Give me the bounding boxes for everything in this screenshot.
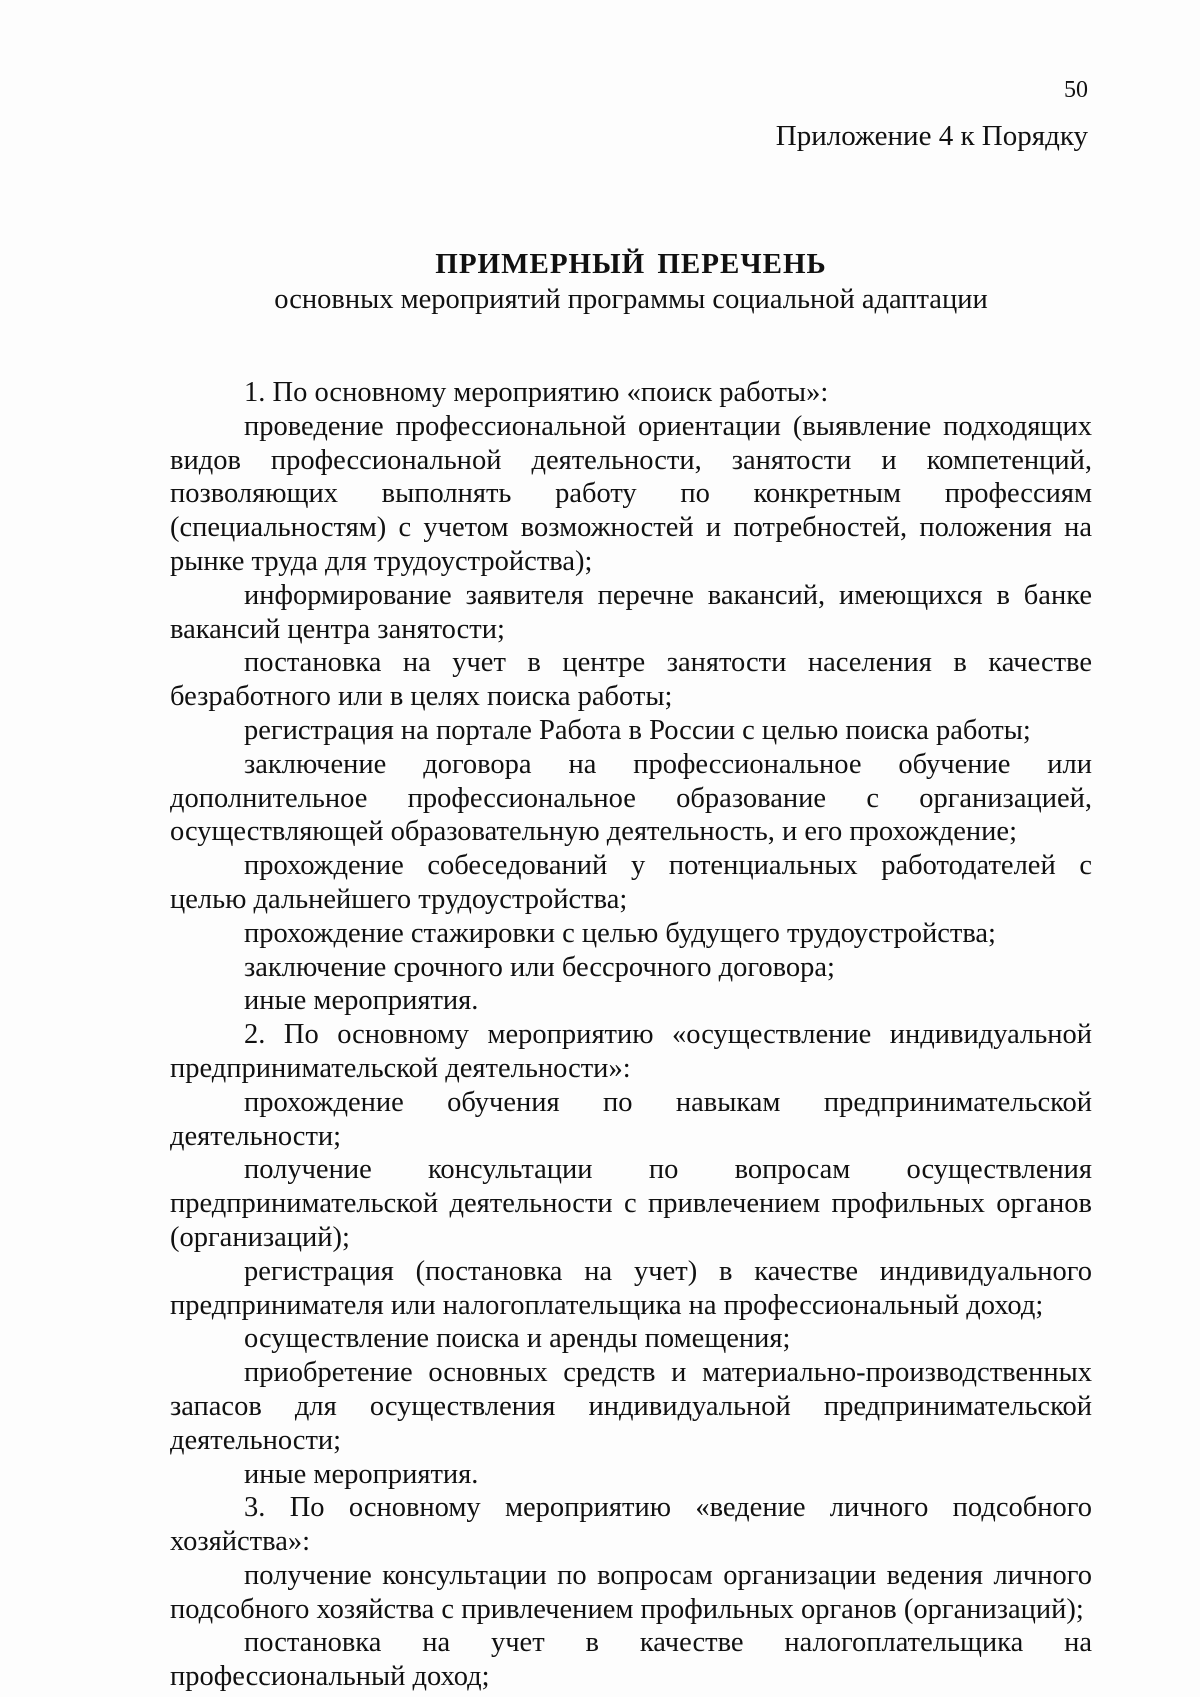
- section-2-item: регистрация (постановка на учет) в качестве индивидуального предпринимателя или налогоплательщика на профессиональный доход;: [170, 1255, 1092, 1321]
- section-1-item: проведение профессиональной ориентации (выявление подходящих видов профессиональной деятельности, занятости и компетенций, позволяющих выполнять работу по конкретным профессиям (специальностям) с учетом возможностей и потребностей, положения на рынке труда для трудоустройства);: [170, 410, 1092, 577]
- title-block: [170, 246, 1092, 318]
- section-2-heading: 2. По основному мероприятию «осуществление индивидуальной предпринимательской деятельности»:: [170, 1019, 1092, 1084]
- section-1-item: заключение договора на профессиональное обучение или дополнительное профессиональное образование с организацией, осуществляющей образовательную деятельность, и его прохождение;: [170, 748, 1092, 848]
- section-1-item: регистрация на портале Работа в России с целью поиска работы;: [244, 714, 1031, 746]
- section-1-item: прохождение стажировки с целью будущего трудоустройства;: [244, 917, 996, 949]
- document-title: ПРИМЕРНЫЙ ПЕРЕЧЕНЬ: [435, 248, 827, 280]
- section-3-item: постановка на учет в качестве налогоплательщика на профессиональный доход;: [170, 1627, 1092, 1693]
- section-1-item: иные мероприятия.: [244, 985, 479, 1017]
- section-1-item: прохождение собеседований у потенциальных работодателей с целью дальнейшего трудоустройства;: [170, 850, 1092, 915]
- document-subtitle: основных мероприятий программы социальной адаптации: [274, 284, 988, 315]
- section-2-item: осуществление поиска и аренды помещения;: [244, 1323, 791, 1355]
- document-body: [170, 376, 1092, 1694]
- section-2-item: приобретение основных средств и материально-производственных запасов для осуществления индивидуальной предпринимательской деятельности;: [170, 1357, 1092, 1456]
- section-1-item: информирование заявителя перечне вакансий, имеющихся в банке вакансий центра занятости;: [170, 579, 1092, 645]
- section-2-item: иные мероприятия.: [244, 1458, 479, 1490]
- section-2-item: прохождение обучения по навыкам предпринимательской деятельности;: [170, 1086, 1092, 1152]
- section-3-heading: 3. По основному мероприятию «ведение личного подсобного хозяйства»:: [170, 1492, 1092, 1558]
- section-1-heading: 1. По основному мероприятию «поиск работы»:: [244, 377, 829, 408]
- page-number: 50: [1064, 77, 1088, 103]
- section-2-item: получение консультации по вопросам осуществления предпринимательской деятельности с привлечением профильных органов (организаций);: [170, 1154, 1092, 1253]
- section-1-item: постановка на учет в центре занятости населения в качестве безработного или в целях поиска работы;: [170, 647, 1092, 713]
- section-1-item: заключение срочного или бессрочного договора;: [244, 951, 835, 983]
- section-3-item: получение консультации по вопросам организации ведения личного подсобного хозяйства с привлечением профильных органов (организаций);: [170, 1559, 1092, 1625]
- appendix-label: Приложение 4 к Порядку: [775, 120, 1088, 152]
